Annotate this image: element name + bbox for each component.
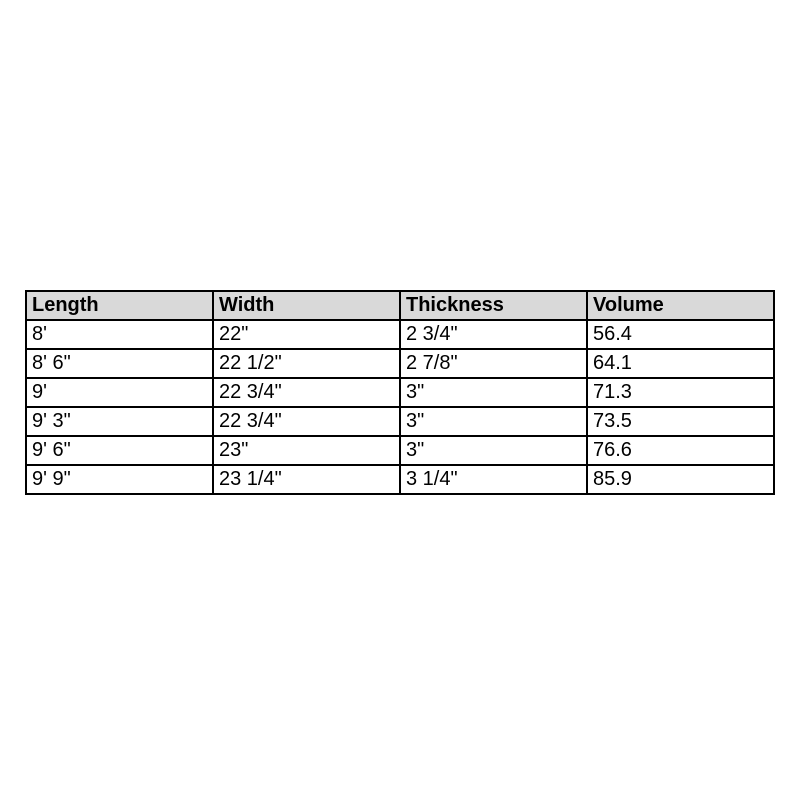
cell-volume: 73.5 (587, 407, 774, 436)
table-header (26, 291, 774, 320)
cell-length: 9' (26, 378, 213, 407)
cell-length: 9' 3" (26, 407, 213, 436)
header-length: Length (26, 291, 213, 320)
cell-length: 8' 6" (26, 349, 213, 378)
cell-thickness: 2 3/4" (400, 320, 587, 349)
table-row (26, 320, 774, 349)
cell-thickness: 3" (400, 436, 587, 465)
table-row (26, 407, 774, 436)
cell-length: 8' (26, 320, 213, 349)
cell-volume: 76.6 (587, 436, 774, 465)
table-row (26, 465, 774, 494)
cell-width: 22 1/2" (213, 349, 400, 378)
cell-volume: 56.4 (587, 320, 774, 349)
cell-thickness: 3" (400, 407, 587, 436)
header-volume: Volume (587, 291, 774, 320)
cell-volume: 85.9 (587, 465, 774, 494)
header-row (26, 291, 774, 320)
cell-width: 23 1/4" (213, 465, 400, 494)
cell-width: 22 3/4" (213, 378, 400, 407)
cell-thickness: 3" (400, 378, 587, 407)
cell-volume: 71.3 (587, 378, 774, 407)
cell-length: 9' 9" (26, 465, 213, 494)
table-row (26, 436, 774, 465)
cell-width: 23" (213, 436, 400, 465)
cell-length: 9' 6" (26, 436, 213, 465)
cell-thickness: 3 1/4" (400, 465, 587, 494)
table-body (26, 320, 774, 494)
header-thickness: Thickness (400, 291, 587, 320)
header-width: Width (213, 291, 400, 320)
cell-volume: 64.1 (587, 349, 774, 378)
cell-width: 22 3/4" (213, 407, 400, 436)
cell-thickness: 2 7/8" (400, 349, 587, 378)
cell-width: 22" (213, 320, 400, 349)
table-row (26, 378, 774, 407)
table-row (26, 349, 774, 378)
size-chart-table (25, 290, 775, 495)
